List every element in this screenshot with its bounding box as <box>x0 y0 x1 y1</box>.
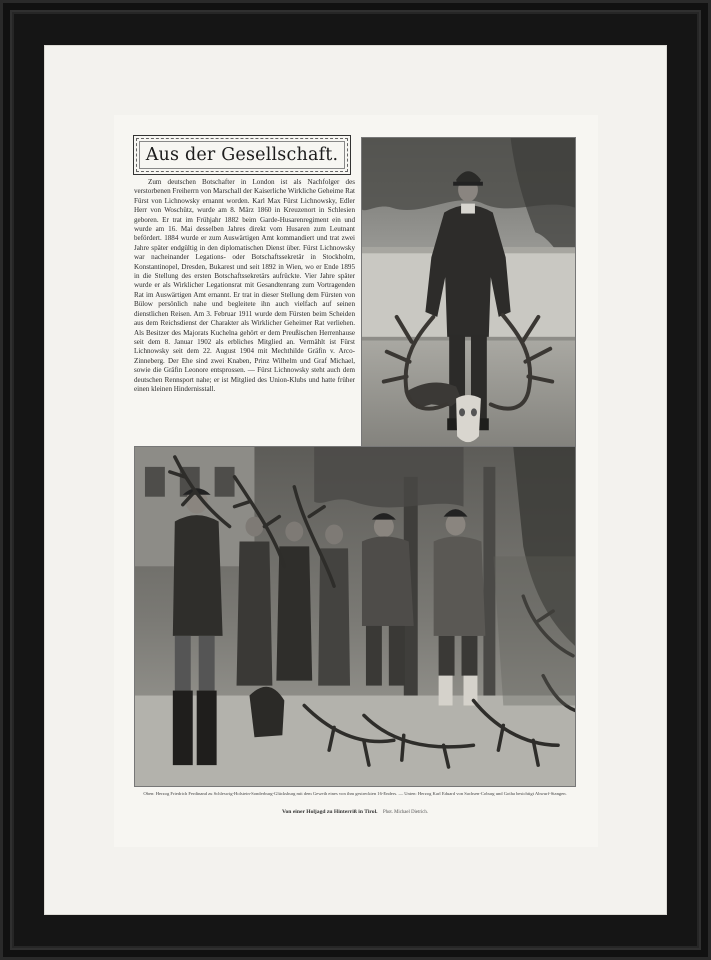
photo-credit-line <box>134 809 576 815</box>
photo-caption: Oben: Herzog Friedrich Ferdinand zu Schleswig-Holstein-Sonderburg-Glücksburg mit dem Geweih eines von ihm gestreckten 16-Enders. — Unten: Herzog Karl Eduard von Sachsen-Coburg und Gotha besichtigt Abwurf-Stangen. <box>143 791 567 796</box>
article-text <box>134 178 355 448</box>
photo-duke-illustration <box>362 138 575 473</box>
page-title: Aus der Gesellschaft. <box>145 145 339 165</box>
title-box <box>133 135 351 175</box>
photo-hunting-party-illustration <box>135 447 575 786</box>
credit-title: Von einer Holjagd zu Hinterriß in Tirol. <box>281 809 378 815</box>
photo-hunting-party <box>134 446 576 787</box>
article-paragraph: Zum deutschen Botschafter in London ist als Nachfolger des verstorbenen Freiherrn von Marschall der Kaiserliche Wirkliche Geheime Rat Fürst von Lichnowsky ernannt worden. Karl Max Fürst Lichnowsky, Edler Herr von Woschütz, wurde am 8. März 1860 in Kreuzenort in Schlesien geboren. Er trat im Frühjahr 1882 beim Garde-Husarenregiment ein und wurde am 16. Mai desselben Jahres direkt vom Husaren zum Leutnant befördert. 1884 wurde er zum Auswärtigen Amt kommandiert und trat zwei Jahre später endgültig in den diplomatischen Dienst über. Fürst Lichnowsky war nacheinander Legations- oder Botschaftssekretär in Stockholm, Konstantinopel, Dresden, Bukarest und seit 1892 in Wien, wo er Ende 1895 in die Stellung des ersten Botschaftssekretärs aufrückte. Vier Jahre später wurde er als Wirklicher Legationsrat mit Gesandtenrang zum Vortragenden Rat im Auswärtigen Amt ernannt. Er trat in dieser Stellung dem Fürsten von Bülow persönlich nahe und begleitete ihn auch vielfach auf seinen dienstlichen Reisen. Am 3. Februar 1911 wurde dem Fürsten beim Scheiden aus dem Reichsdienst der Charakter als Wirklicher Geheimer Rat verliehen. Als Besitzer des Majorats Kuchelna gehört er dem Preußischen Herrenhause seit dem 8. Januar 1902 als erbliches Mitglied an. Vermählt ist Fürst Lichnowsky seit dem 22. August 1904 mit Mechthilde Gräfin v. Arco-Zinneberg. Der Ehe sind zwei Knaben, Prinz Wilhelm und Graf Michael, sowie die Gräfin Leonore entsprossen. — Fürst Lichnowsky steht auch dem deutschen Rennsport nahe; er ist Mitglied des Union-Klubs und hatte früher einen kleinen Hindernisstall. <box>134 178 355 393</box>
photo-duke-with-antlers <box>361 137 576 474</box>
photographer-credit: Phot. Michael Dietrich. <box>382 810 428 815</box>
